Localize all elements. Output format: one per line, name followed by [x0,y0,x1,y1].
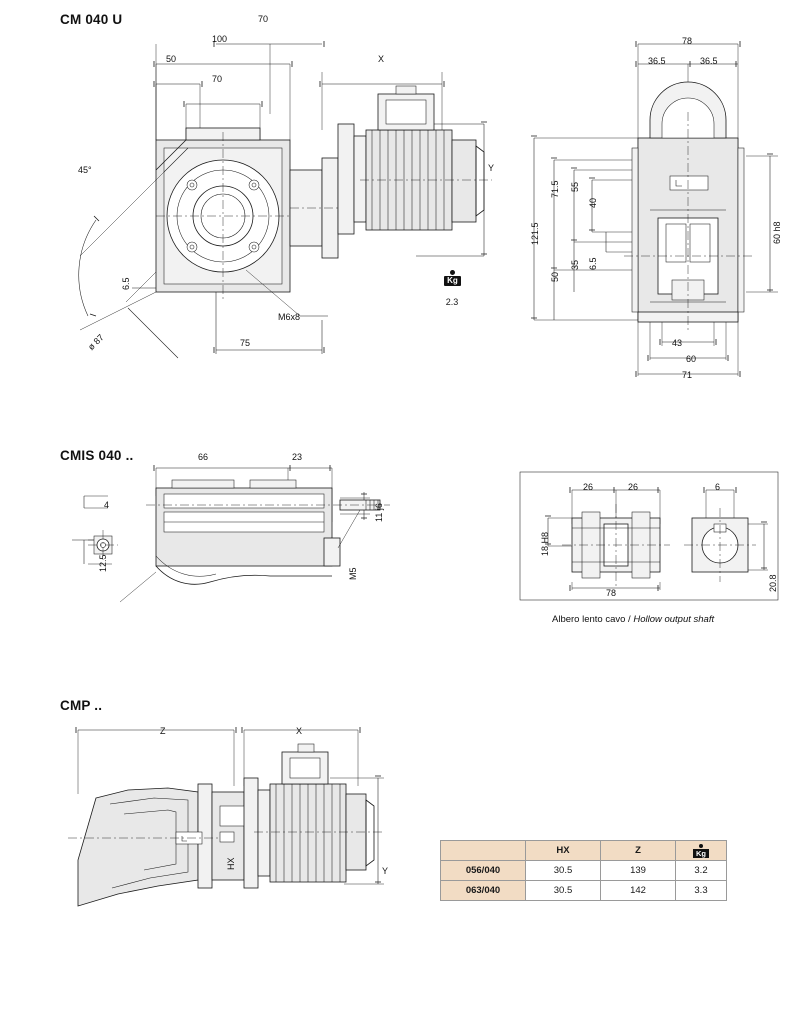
dim-side-43: 43 [672,338,683,348]
weight-kg-label: Kg [444,276,461,286]
cell-kg: 3.3 [676,881,727,901]
section-title-cmp: CMP .. [60,698,103,713]
cell-model: 056/040 [441,861,526,881]
dim-side-36-5a: 36.5 [648,56,666,66]
dim-side-40: 40 [588,197,598,208]
dim-cm040u-75: 75 [240,338,251,348]
dim-cm040u-Y: Y [488,163,495,173]
dim-cmp-HX: HX [226,857,236,870]
cell-z: 139 [601,861,676,881]
cell-kg: 3.2 [676,861,727,881]
dim-cm040u-50: 50 [166,54,177,64]
section-title-cmis040: CMIS 040 .. [60,448,134,463]
dim-side-6-5: 6.5 [588,257,598,270]
dim-cmis-66: 66 [198,452,209,462]
cm040u-side-drawing [510,20,790,390]
dim-side-60: 60 [686,354,697,364]
hollow-shaft-drawing [520,472,780,612]
dim-cmis-23: 23 [292,452,303,462]
col-hx: HX [526,841,601,861]
dim-side-35: 35 [570,259,580,270]
cm040u-main-drawing [60,20,500,390]
dim-cmis-M5: M5 [348,567,358,580]
dim-side-60h8: 60 h8 [772,221,782,244]
dim-cm040u-70-inner: 70 [212,74,223,84]
dim-hollow-78: 78 [606,588,617,598]
cmp-data-table [440,840,727,901]
cell-z: 142 [601,881,676,901]
weight-value: 2.3 [445,297,459,307]
dim-cm040u-X: X [378,54,385,64]
table-header-row [441,841,727,861]
table-row [441,861,727,881]
col-model [441,841,526,861]
dim-side-55: 55 [570,181,580,192]
dim-hollow-18H8: 18 H8 [540,531,550,556]
dim-side-71-5: 71.5 [550,180,560,198]
dim-cmp-Y: Y [382,866,389,876]
col-kg [676,841,727,861]
dim-cmis-11j6: 11 j6 [374,503,384,522]
dim-side-50: 50 [550,271,560,282]
cell-hx: 30.5 [526,861,601,881]
dim-cm040u-70-top: 70 [258,14,269,24]
dim-cm040u-6-5: 6.5 [121,277,131,290]
table-row [441,881,727,901]
dim-cmis-4: 4 [104,500,110,510]
dim-side-71: 71 [682,370,693,380]
dim-side-121-5: 121.5 [530,222,540,245]
dim-cm040u-m6x8: M6x8 [278,312,301,322]
dim-cm040u-45deg: 45° [78,165,92,175]
dim-hollow-6: 6 [715,482,721,492]
dim-side-78: 78 [682,36,693,46]
dim-cmis-12-5: 12.5 [98,554,108,572]
cell-model: 063/040 [441,881,526,901]
dim-cm040u-dia87: ø 87 [86,332,106,353]
cmp-drawing [58,720,468,940]
cmis040-drawing [60,452,480,612]
dim-hollow-20-8: 20.8 [768,574,778,592]
section-title-cm040u: CM 040 U [60,12,123,27]
dim-cmp-X: X [296,726,303,736]
kg-icon: Kg [676,844,726,858]
dim-hollow-26b: 26 [628,482,639,492]
hollow-shaft-caption: Albero lento cavo / Hollow output shaft [552,614,715,625]
weight-icon [444,270,461,286]
dim-side-36-5b: 36.5 [700,56,718,66]
col-z: Z [601,841,676,861]
dim-cm040u-100: 100 [212,34,228,44]
dim-cmp-Z: Z [160,726,166,736]
dim-hollow-26a: 26 [583,482,594,492]
cell-hx: 30.5 [526,881,601,901]
